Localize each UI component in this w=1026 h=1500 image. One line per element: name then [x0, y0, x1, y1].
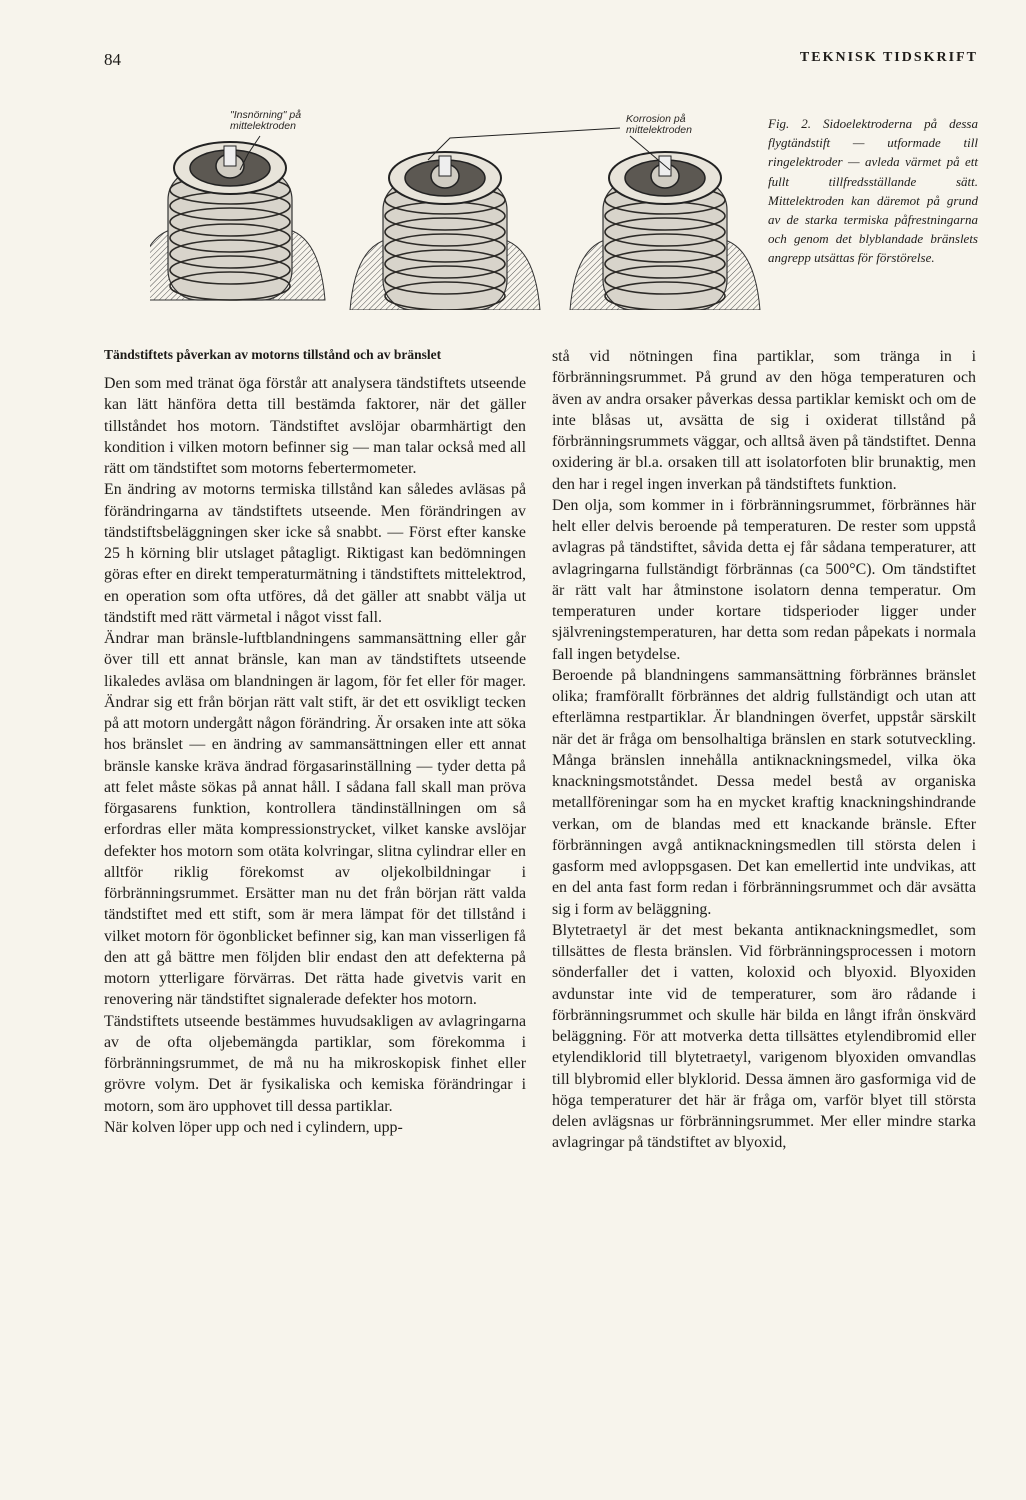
paragraph: Blytetraetyl är det mest bekanta antiknackningsmedlet, som tillsättes de flesta bränslen. Vid förbränningsprocessen i motorn sönderfaller det i vatten, koloxid och blyoxid. Blyoxiden avdunstar inte vid de temperaturer, som äro rådande i förbränningsrummet och skulle här bilda en långt ifrån önskvärd beläggning. För att motverka detta tillsättes etylendibromid eller etylendiklorid till blytetraetyl, varigenom blyoxiden omvandlas till blybromid eller blyklorid. Dessa ämnen äro gasformiga vid de höga temperaturer det här är fråga om, varför blyet till största delen avlägsnas ur förbränningsrummet. Mer eller mindre starka avlagringar på tändstiftet av blyoxid, [552, 921, 976, 1152]
article-column-left [104, 346, 526, 1138]
paragraph: En ändring av motorns termiska tillstånd kan således avläsas på förändringarna av tändstiftets utseende. Men förändringen av tändstiftsbeläggningen sker icke så snabbt. — Först efter kanske 25 h körning blir utslaget påtagligt. Riktigast kan bedömningen göras efter en direkt temperaturmätning i tändstiftets mittelektrod, en operation som ofta utföres, då det gäller att snabbt välja ut tändstift med rätt värmetal i något visst fall. [104, 481, 526, 626]
figure-caption: Fig. 2. Sidoelektroderna på dessa flygtändstift — utformade till ringelektroder — avleda värmet på ett fullt tillfredsställande sätt. Mittelektroden kan däremot på grund av de starka termiska påfrestningarna och genom det blyblandade bränslets angrepp utsättas för förstörelse. [768, 116, 978, 266]
spark-plug-illustration [150, 110, 770, 310]
paragraph: stå vid nötningen fina partiklar, som tränga in i förbränningsrummet. På grund av den höga temperaturen och även av andra orsaker påverkas dessa partiklar kemiskt och om de inte blåsas ut, avsätta de sig i oxiderat tillstånd på förbränningsrummets väggar, och alltså även på tändstiftet. Denna oxidering är bl.a. orsaken till att isolatorfoten blir brunaktig, men den har i regel ingen inverkan på tändstiftets funktion. [552, 348, 976, 493]
paragraph: Tändstiftets utseende bestämmes huvudsakligen av avlagringarna av de ofta oljebemängda partiklar, som förekomma i förbränningsrummet, de må nu ha mikroskopisk finhet eller grövre volym. Det är fysikaliska och kemiska förändringar i motorn, som äro upphovet till dessa partiklar. [104, 1012, 526, 1115]
paragraph: Beroende på blandningens sammansättning förbrännes bränslet olika; framförallt förbrännes det aldrig fullständigt och utan att efterlämna restpartiklar. Är blandningen överfet, uppstår särskilt när det är fråga om bensolhaltiga bränslen en stark sotutveckling. Många bränslen innehålla antiknackningsmedel, vilka öka knackningsmotståndet. Dessa medel bestå av organiska metallföreningar som ha en mycket kraftig knackningshindrande verkan, om de blandas med ett knackande bränsle. Efter förbränningen avgå antiknackningsmedlen till största delen i gasform med avloppsgasen. Det kan emellertid inte undvikas, att en del anta fast form redan i förbränningsrummet och där avsätta sig i form av beläggning. [552, 666, 976, 918]
figure-label-korrosion: Korrosion på mittelektroden [626, 113, 692, 136]
page-number: 84 [104, 50, 121, 69]
paragraph: Ändrar man bränsle-luftblandningens sammansättning eller går över till ett annat bränsle, kan man av tändstiftets utseende likaledes avläsa om blandningen är lagom, för fet eller för mager. Ändrar sig ett från början rätt valt stift, är det ett osvikligt tecken på att motorn undergått någon förändring. Är orsaken inte att söka hos bränslet — en ändring av sammansättningen eller ett annat bränsle kanske kräva ändrad förgasarinställning — tyder detta på att felet måste sökas på annat håll. I sådana fall skall man pröva förgasarens funktion, kontrollera tändinställningen om så erfordras eller mäta kompressionstrycket, vilket kanske avslöjar defekter hos motorn som otäta kolvringar, slitna cylindrar eller en alltför riklig förekomst av oljekolbildningar i förbränningsrummet. Ersätter man nu det från början rätt valda tändstiftet med ett stift, som är mera lämpat för det tillstånd i vilket motorn för ögonblicket befinner sig, kan man visserligen få den att gå bättre men följden blir endast den att defekterna på motorn ytterligare förvärras. Det rätta hade givetvis varit en renovering när tändstiftet signalerade defekter hos motorn. [104, 630, 526, 1009]
section-heading: Tändstiftets påverkan av motorns tillstånd och av bränslet [104, 347, 442, 362]
running-header [104, 50, 978, 72]
spark-plug-2 [350, 152, 540, 310]
spark-plug-1 [150, 142, 325, 300]
paragraph: När kolven löper upp och ned i cylindern, upp- [104, 1118, 403, 1136]
article-column-right [552, 346, 976, 1154]
paragraph: Den som med tränat öga förstår att analysera tändstiftets utseende kan lätt hänföra detta till bestämda faktorer, när det gäller tillståndet hos motorn. Tändstiftet avslöjar obarmhärtigt den kondition i vilken motorn befinner sig — man talar också med all rätt om tändstiftet som motorns febertermometer. [104, 375, 526, 477]
journal-title: TEKNISK TIDSKRIFT [799, 50, 978, 65]
spark-plug-3 [570, 152, 760, 310]
figure-label-insnorning: "Insnörning" på mittelektroden [230, 109, 302, 132]
paragraph: Den olja, som kommer in i förbränningsrummet, förbrännes här helt eller delvis beroende på temperaturen. De rester som uppstå avlagras på tändstiftet, såvida detta ej får sådana temperaturer, att avlagringarna fullständigt förbrännas (ca 500°C). Om tändstiftet är rätt valt har åtminstone isolatorn denna temperatur. Om temperaturen under kortare tidsperioder ligger under självreningstemperaturen, har detta som redan påpekats i normala fall ingen betydelse. [552, 496, 976, 663]
spark-plug-figure [150, 110, 770, 310]
